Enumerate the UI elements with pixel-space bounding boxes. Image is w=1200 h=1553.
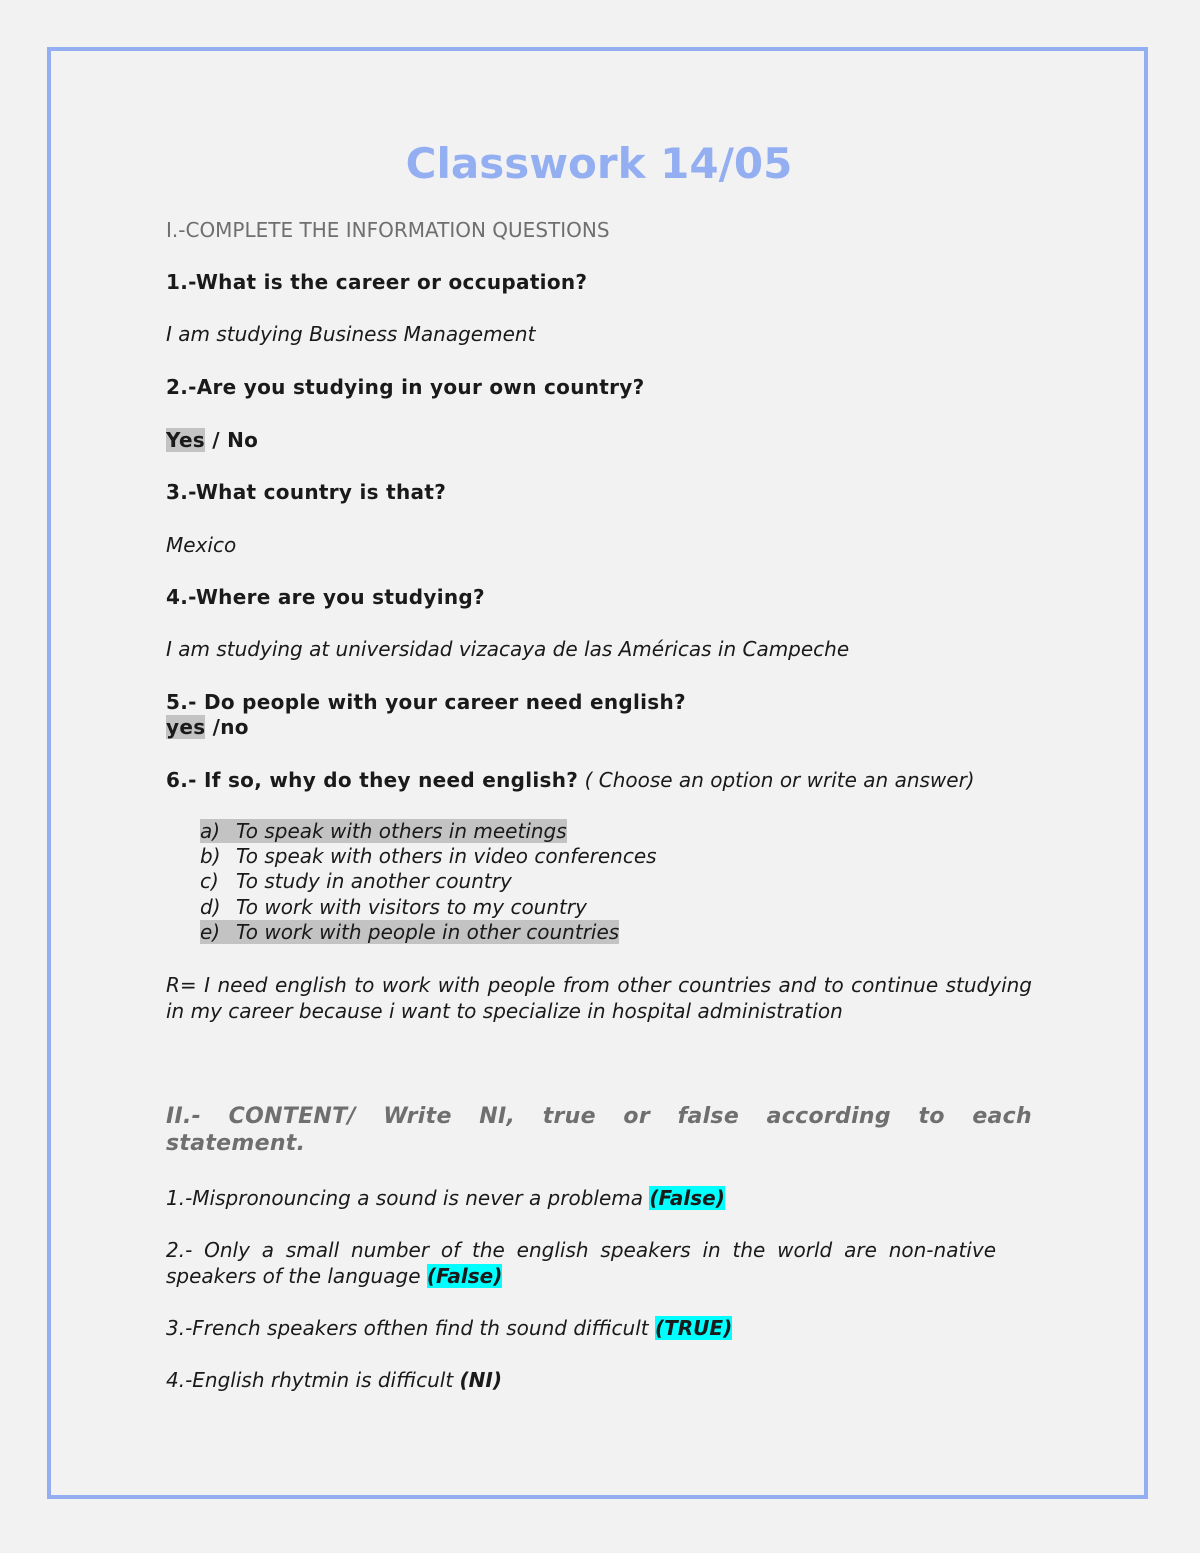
- question-6-text: 6.- If so, why do they need english?: [166, 768, 579, 792]
- statement-mark: (NI): [459, 1368, 502, 1392]
- statement-1: [166, 1185, 725, 1211]
- answer-2-rest: / No: [205, 428, 259, 452]
- option-text: To speak with others in meetings: [236, 819, 567, 843]
- statement-mark: (TRUE): [654, 1316, 733, 1340]
- statement-4: [166, 1367, 502, 1393]
- question-2: 2.-Are you studying in your own country?: [166, 375, 645, 399]
- statement-mark: (False): [426, 1264, 503, 1288]
- list-item: [200, 895, 657, 920]
- statement-2: [166, 1237, 996, 1289]
- answer-2: [166, 427, 258, 453]
- list-item: [200, 920, 657, 945]
- option-letter: c): [200, 869, 219, 894]
- answer-5: [166, 714, 249, 740]
- option-letter: a): [200, 819, 221, 843]
- statement-text: 4.-English rhytmin is difficult: [166, 1368, 460, 1392]
- statement-text: 2.- Only a small number of the english speakers in the world are non-native speakers of the language: [166, 1238, 996, 1288]
- option-letter: e): [200, 919, 221, 944]
- option-e-highlight: [200, 920, 619, 944]
- answer-5-rest: /no: [205, 715, 249, 739]
- answer-4: I am studying at universidad vizacaya de las Américas in Campeche: [166, 637, 850, 661]
- question-6-hint: ( Choose an option or write an answer): [578, 768, 975, 792]
- page-title: Classwork 14/05: [405, 139, 793, 188]
- statement-mark: (False): [649, 1186, 725, 1210]
- answer-2-selected: Yes: [166, 428, 206, 452]
- option-text: To work with people in other countries: [236, 919, 620, 944]
- statement-text: 3.-French speakers ofthen find th sound difficult: [166, 1316, 655, 1340]
- question-1: 1.-What is the career or occupation?: [166, 270, 588, 294]
- list-item: [200, 869, 657, 894]
- list-item: [200, 844, 657, 869]
- statement-3: [166, 1315, 732, 1341]
- options-list: [200, 819, 657, 945]
- option-letter: b): [200, 844, 221, 869]
- option-text: To study in another country: [236, 869, 512, 894]
- option-letter: d): [200, 894, 221, 919]
- answer-1: I am studying Business Management: [166, 322, 536, 346]
- response-paragraph: R= I need english to work with people from other countries and to continue studying in my career because i want to specialize in hospital administration: [166, 973, 1032, 1023]
- section2-heading: II.- CONTENT/ Write NI, true or false according to each statement.: [166, 1104, 1032, 1156]
- option-a-highlight: [200, 819, 567, 843]
- section1-heading: I.-COMPLETE THE INFORMATION QUESTIONS: [166, 218, 610, 242]
- statement-text: 1.-Mispronouncing a sound is never a problema: [166, 1186, 650, 1210]
- answer-5-selected: yes: [166, 715, 206, 739]
- option-text: To speak with others in video conferences: [236, 844, 657, 869]
- question-3: 3.-What country is that?: [166, 480, 447, 504]
- list-item: [200, 819, 657, 844]
- answer-3: Mexico: [166, 533, 237, 557]
- question-6: [166, 767, 975, 793]
- question-5: 5.- Do people with your career need english?: [166, 690, 686, 714]
- question-4: 4.-Where are you studying?: [166, 585, 485, 609]
- option-text: To work with visitors to my country: [236, 894, 587, 919]
